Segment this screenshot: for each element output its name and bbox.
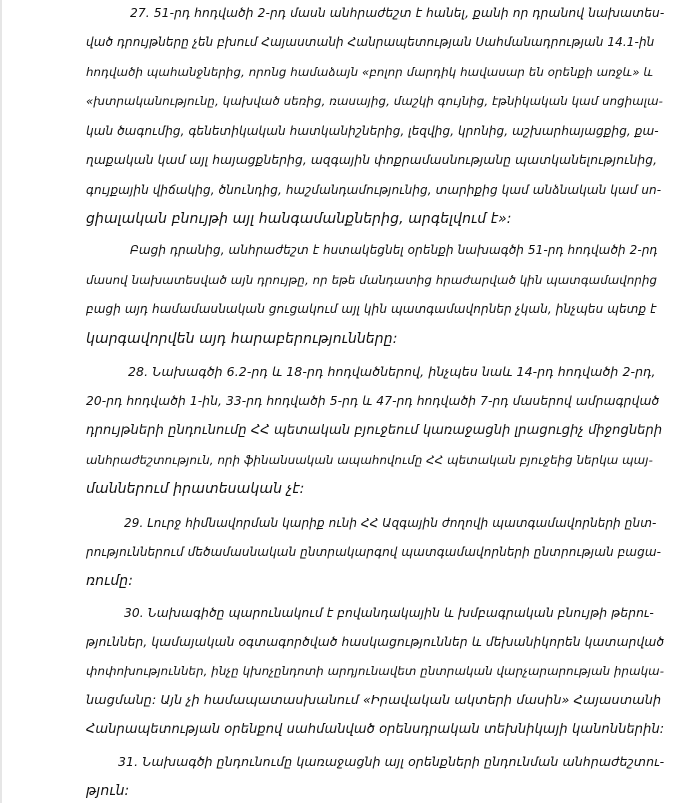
text-line: 31. Նախագծի ընդունումը կառաջացնի այլ օրենքների ընդունման անհրաժեշտու- — [118, 753, 665, 769]
text-line: բացի այդ համամասնական ցուցակում այլ կին պատգամավորներ չկան, ինչպես պետք է — [86, 302, 657, 317]
text-line: րություններում մեծամասնական ընտրակարգով պատգամավորների ընտրության բացա- — [86, 544, 662, 559]
text-line: կարգավորվեն այդ հարաբերությունները: — [86, 330, 398, 347]
text-line: անհրաժեշտություն, որի ֆինանսական ապահովումը ՀՀ պետական բյուջեից ներկա պայ- — [86, 452, 653, 467]
text-line: 30. Նախագիծը պարունակում է բովանդակային և խմբագրական բնույթի թերու- — [124, 605, 654, 620]
text-line: դրույթների ընդունումը ՀՀ պետական բյուջեում կառաջացնի լրացուցիչ միջոցների — [86, 422, 663, 438]
text-line: 29. Լուրջ հիմնավորման կարիք ունի ՀՀ Ազգային ժողովի պատգամավորների ընտ- — [124, 515, 657, 530]
text-line: ցիալական բնույթի այլ հանգամանքներից, արգելվում է»: — [86, 211, 512, 227]
text-line: փոփոխություններ, ինչը կխոչընդոտի արդյունավետ ընտրական վարչարարության իրակա- — [86, 664, 665, 679]
text-line: մաններում իրատեսական չէ: — [86, 481, 305, 498]
text-line: 28. Նախագծի 6.2-րդ և 18-րդ հոդվածներով, ինչպես նաև 14-րդ հոդվածի 2-րդ, — [128, 363, 656, 379]
text-line: 27. 51-րդ հոդվածի 2-րդ մասն անհրաժեշտ է հանել, քանի որ դրանով նախատես- — [130, 6, 665, 20]
text-line: ղաքական կամ այլ հայացքներից, ազգային փոքրամասնությանը պատկանելությունից, — [86, 153, 658, 168]
text-line: կան ծագումից, գենետիկական հատկանիշներից, լեզվից, կրոնից, աշխարհայացքից, քա- — [86, 123, 659, 138]
text-line: ռումը: — [86, 573, 134, 590]
text-line: թյուն: — [86, 783, 130, 799]
text-line: ված դրույթները չեն բխում Հայաստանի Հանրապետության Սահմանադրության 14.1-ին — [86, 35, 655, 50]
text-line: «խտրականությունը, կախված սեռից, ռասայից, մաշկի գույնից, էթնիկական կամ սոցիալա- — [86, 94, 664, 109]
scan-edge — [0, 0, 2, 803]
text-line: Բացի դրանից, անհրաժեշտ է հստակեցնել օրենքի նախագծի 51-րդ հոդվածի 2-րդ — [130, 243, 658, 258]
text-line: մասով նախատեսված այն դրույթը, որ եթե մանդատից հրաժարված կին պատգամավորից — [86, 272, 658, 287]
text-line: նացմանը: Այն չի համապատասխանում «Իրավական ակտերի մասին» Հայաստանի — [86, 692, 662, 708]
text-line: Հանրապետության օրենքով սահմանված օրենսդրական տեխնիկայի կանոններին: — [86, 722, 665, 738]
text-line: թյուններ, կամայական օգտագործված հասկացություններ և մեխանիկորեն կատարված — [86, 635, 665, 649]
text-line: գույքային վիճակից, ծնունդից, հաշմանդամությունից, տարիքից կամ անձնական կամ սո- — [86, 182, 662, 197]
text-line: հոդվածի պահանջներից, որոնց համաձայն «բոլոր մարդիկ հավասար են օրենքի առջև» և — [86, 64, 654, 79]
text-line: 20-րդ հոդվածի 1-ին, 33-րդ հոդվածի 5-րդ և 47-րդ հոդվածի 7-րդ մասերով ամրագրված — [86, 394, 660, 409]
